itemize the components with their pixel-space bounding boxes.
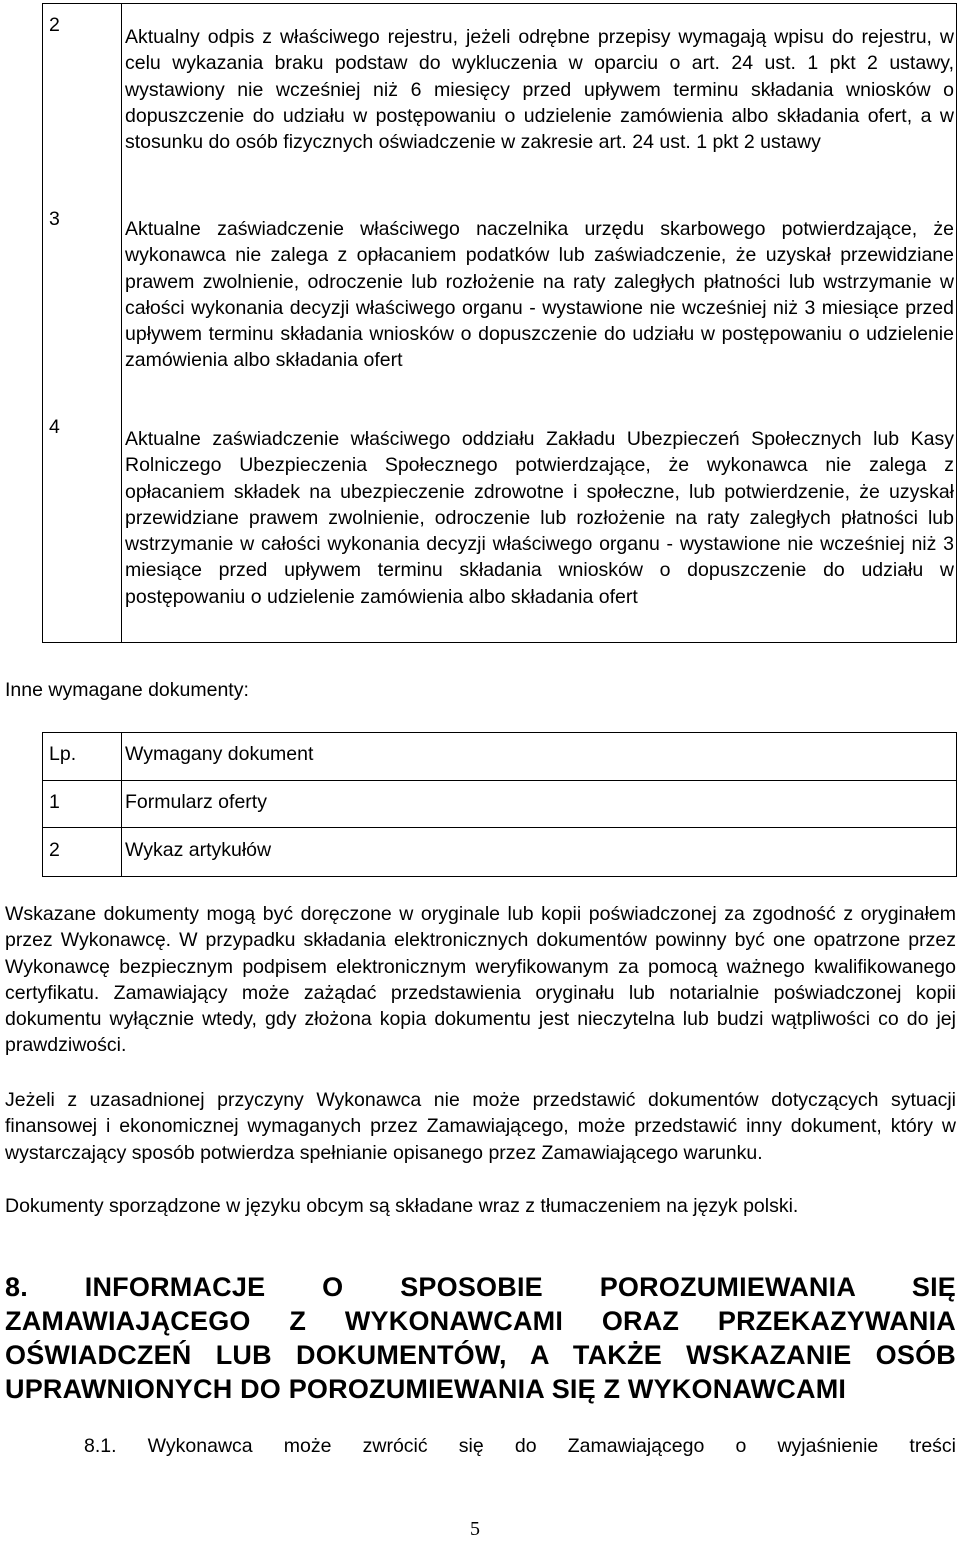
row-document: Formularz oferty <box>125 791 267 813</box>
requirement-text: Aktualne zaświadczenie właściwego naczelnika urzędu skarbowego potwierdzające, że wykonawca nie zalega z opłacaniem podatków lub zaświadczenie, że uzyskał przewidziane prawem zwolnienie, odroczenie lub rozłożenie na raty zaległych płatności lub wstrzymanie w całości wykonania decyzji właściwego organu - wystawione nie wcześniej niż 3 miesiące przed upływem terminu składania wniosków o dopuszczenie do udziału w postępowaniu o udzielenie zamówienia albo składania ofert <box>125 218 954 372</box>
requirements-table <box>42 3 957 643</box>
other-documents-table <box>42 732 957 877</box>
header-document: Wymagany dokument <box>125 743 314 765</box>
column-divider <box>121 4 122 642</box>
subsection-text: 8.1. Wykonawca może zwrócić się do Zamawiającego o wyjaśnienie treści <box>84 1435 956 1457</box>
paragraph: Dokumenty sporządzone w języku obcym są składane wraz z tłumaczeniem na język polski. <box>5 1195 799 1217</box>
row-divider <box>43 827 956 828</box>
row-divider <box>43 780 956 781</box>
page-number: 5 <box>470 1518 480 1540</box>
paragraph: Jeżeli z uzasadnionej przyczyny Wykonawca nie może przedstawić dokumentów dotyczących sytuacji finansowej i ekonomicznej wymaganych przez Zamawiającego, może przedstawić inny dokument, który w wystarczający sposób potwierdza spełnianie opisanego przez Zamawiającego warunku. <box>5 1089 956 1164</box>
row-number: 3 <box>49 208 60 230</box>
paragraph: Wskazane dokumenty mogą być doręczone w oryginale lub kopii poświadczonej za zgodność z oryginałem przez Wykonawcę. W przypadku składania elektronicznych dokumentów powinny być one opatrzone przez Wykonawcę bezpiecznym podpisem elektronicznym weryfikowanym za pomocą ważnego kwalifikowanego certyfikatu. Zamawiający może zażądać przedstawienia oryginału lub notarialnie poświadczonej kopii dokumentu wyłącznie wtedy, gdy złożona kopia dokumentu jest nieczytelna lub budzi wątpliwości co do jej prawdziwości. <box>5 903 956 1057</box>
column-divider <box>121 733 122 876</box>
row-document: Wykaz artykułów <box>125 839 272 861</box>
row-number: 4 <box>49 416 60 438</box>
row-lp: 1 <box>49 791 60 813</box>
section-heading: 8. INFORMACJE O SPOSOBIE POROZUMIEWANIA SIĘ ZAMAWIAJĄCEGO Z WYKONAWCAMI ORAZ PRZEKAZYWANIA OŚWIADCZEŃ LUB DOKUMENTÓW, A TAKŻE WSKAZANIE OSÓB UPRAWNIONYCH DO POROZUMIEWANIA SIĘ Z WYKONAWCAMI <box>5 1272 956 1404</box>
other-documents-label: Inne wymagane dokumenty: <box>5 679 249 701</box>
requirement-text: Aktualne zaświadczenie właściwego oddziału Zakładu Ubezpieczeń Społecznych lub Kasy Rolniczego Ubezpieczenia Społecznego potwierdzające, że wykonawca nie zalega z opłacaniem składek na ubezpieczenie zdrowotne i społeczne, lub potwierdzenie, że uzyskał przewidziane prawem zwolnienie, odroczenie lub rozłożenie na raty zaległych płatności lub wstrzymanie w całości wykonania decyzji właściwego organu - wystawione nie wcześniej niż 3 miesiące przed upływem terminu składania wniosków o dopuszczenie do udziału w postępowaniu o udzielenie zamówienia albo składania ofert <box>125 428 954 608</box>
requirement-text: Aktualny odpis z właściwego rejestru, jeżeli odrębne przepisy wymagają wpisu do rejestru, w celu wykazania braku podstaw do wykluczenia w oparciu o art. 24 ust. 1 pkt 2 ustawy, wystawiony nie wcześniej niż 6 miesięcy przed upływem terminu składania wniosków o dopuszczenie do udziału w postępowaniu o udzielenie zamówienia albo składania ofert, a w stosunku do osób fizycznych oświadczenie w zakresie art. 24 ust. 1 pkt 2 ustawy <box>125 26 954 154</box>
row-lp: 2 <box>49 839 60 861</box>
row-number: 2 <box>49 14 60 36</box>
header-lp: Lp. <box>49 743 77 765</box>
